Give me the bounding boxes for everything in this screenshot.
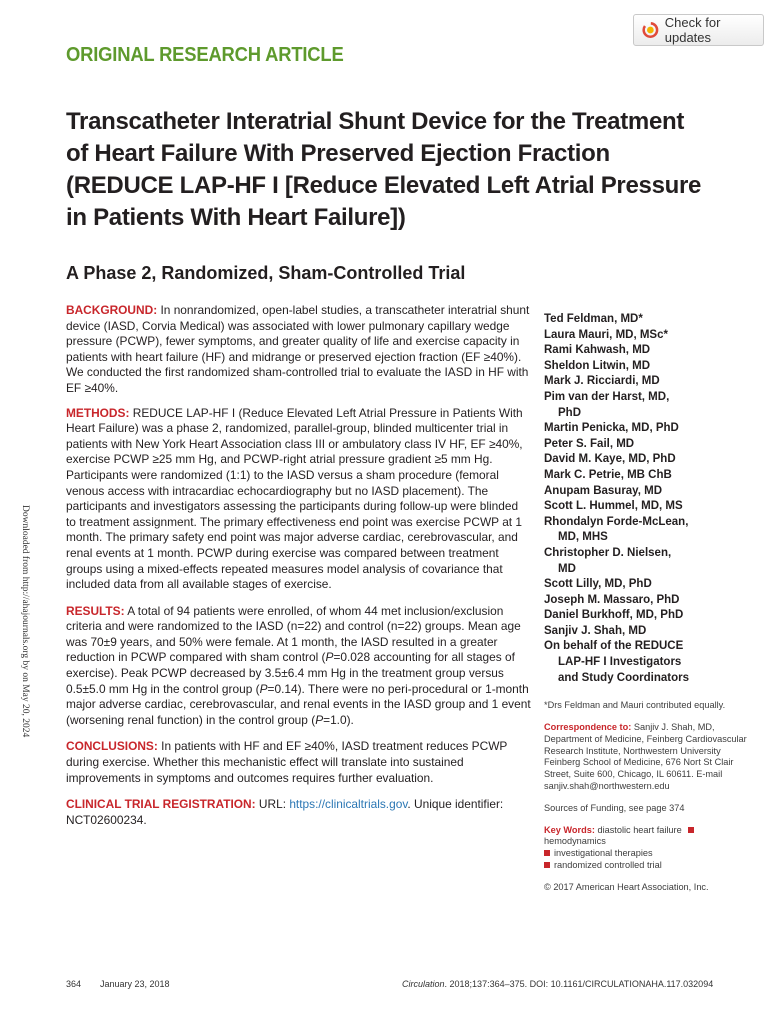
section-label: ORIGINAL RESEARCH ARTICLE: [66, 44, 344, 66]
methods-heading: METHODS:: [66, 405, 130, 420]
author-name: Daniel Burkhoff, MD, PhD: [544, 609, 684, 622]
author-name: Scott Lilly, MD, PhD: [544, 578, 652, 591]
funding-note: Sources of Funding, see page 374: [544, 802, 685, 813]
p-value-label: P: [259, 681, 268, 696]
abstract-methods: [66, 406, 531, 593]
download-watermark-text: Downloaded from http://ahajournals.org by on May 20, 2024: [20, 505, 30, 738]
bullet-square-icon: [544, 850, 550, 856]
results-text-2: =0.028 accounting for all stages of exercise). Peak PCWP decreased by 3.5±6.4 mm Hg in the treatment group versus 0.5±5.0 mm Hg in the control group (: [66, 650, 515, 696]
author-name: Christopher D. Nielsen,: [544, 546, 672, 559]
results-text-4: =1.0).: [323, 712, 354, 727]
keywords: [544, 825, 759, 872]
abstract-background: [66, 303, 531, 397]
keyword: randomized controlled trial: [554, 860, 662, 871]
abstract-results: [66, 604, 531, 729]
author-name: Rami Kahwash, MD: [544, 344, 651, 357]
author-name: Scott L. Hummel, MD, MS: [544, 500, 683, 513]
author-name: Laura Mauri, MD, MSc*: [544, 328, 668, 341]
journal-citation: [402, 979, 713, 989]
author-name: Sheldon Litwin, MD: [544, 359, 651, 372]
author-name: Mark C. Petrie, MB ChB: [544, 468, 672, 481]
check-for-updates-label: Check for updates: [664, 15, 721, 45]
check-for-updates-button[interactable]: [633, 14, 764, 46]
correspondence: [544, 722, 759, 793]
p-value-label: P: [325, 650, 334, 665]
registration-url-prefix: URL:: [258, 797, 286, 812]
clinicaltrials-link[interactable]: https://clinicaltrials.gov: [289, 797, 408, 812]
background-heading: BACKGROUND:: [66, 303, 158, 317]
equal-contribution-note: *Drs Feldman and Mauri contributed equally.: [544, 700, 726, 711]
results-text-1: A total of 94 patients were enrolled, of whom 44 met inclusion/exclusion criteria and were randomized to the IASD (n=22) and control (n=22) groups. Mean age was 70±9 years, and 50% were female. At 1 month, the IASD resulted in a greater reduction in PCWP compared with sham control (: [66, 603, 521, 665]
author-name: Rhondalyn Forde-McLean,: [544, 515, 689, 528]
keyword: hemodynamics: [544, 836, 606, 847]
methods-text: REDUCE LAP-HF I (Reduce Elevated Left Atrial Pressure in Patients With Heart Failure) was a phase 2, randomized, parallel-group, blinded multicenter trial in patients with New York Heart Association class III or ambulatory class IV HF, EF ≥40%, exercise PCWP ≥25 mm Hg, and PCWP-right atrial pressure gradient ≥5 mm Hg. Participants were randomized (1:1) to the IASD versus a sham procedure (femoral venous access with intracardiac echocardiography but no IASD placement). The participants and investigators assessing the participants during follow-up were blinded to treatment assignment. The primary effectiveness end point was exercise PCWP at 1 month. The primary safety end point was major adverse cardiac, cerebrovascular, and renal events at 1 month. PCWP during exercise was compared between treatment groups using a mixed-effects repeated measures model analysis of covariance that included data from all available stages of exercise.: [66, 405, 523, 592]
p-value-label: P: [315, 712, 324, 727]
author-name-continued: MD, MHS: [558, 531, 608, 544]
author-name: Ted Feldman, MD*: [544, 313, 643, 325]
author-name: Sanjiv J. Shah, MD: [544, 624, 647, 637]
author-name-continued: PhD: [558, 406, 581, 419]
author-group: On behalf of the REDUCE: [544, 640, 684, 653]
results-text-3: =0.14). There were no peri-procedural or 1-month major adverse cardiac, cerebrovascular, and renal events in the IASD group and 1 event (worsening renal function) in the control group (: [66, 681, 531, 727]
author-name: Joseph M. Massaro, PhD: [544, 593, 680, 606]
article-notes: [544, 700, 759, 893]
issue-date: January 23, 2018: [100, 979, 170, 989]
abstract-conclusions: [66, 739, 531, 786]
author-list: [544, 312, 759, 686]
author-group-continued: and Study Coordinators: [558, 671, 689, 684]
conclusions-heading: CONCLUSIONS:: [66, 739, 158, 754]
conclusions-text: In patients with HF and EF ≥40%, IASD treatment reduces PCWP during exercise. Whether this mechanistic effect will translate into sustained improvements in symptoms and outcomes requires further evaluation.: [66, 739, 508, 785]
keywords-heading: Key Words:: [544, 824, 595, 835]
keyword: diastolic heart failure: [597, 824, 682, 835]
author-sidebar: [544, 312, 759, 904]
author-name: David M. Kaye, MD, PhD: [544, 453, 676, 466]
author-name-continued: MD: [558, 562, 576, 575]
check-for-updates-icon: [642, 21, 659, 39]
registration-heading: CLINICAL TRIAL REGISTRATION:: [66, 797, 256, 812]
author-name: Anupam Basuray, MD: [544, 484, 663, 497]
citation-text: . 2018;137:364–375. DOI: 10.1161/CIRCULATIONAHA.117.032094: [444, 979, 714, 989]
author-name: Mark J. Ricciardi, MD: [544, 375, 660, 388]
download-watermark: [16, 505, 36, 775]
background-text: In nonrandomized, open-label studies, a transcatheter interatrial shunt device (IASD, Corvia Medical) was associated with lower pulmonary capillary wedge pressure (PCWP), fewer symptoms, and greater quality of life and exercise capacity in patients with heart failure (HF) and midrange or preserved ejection fraction (EF ≥40%). We conducted the first randomized sham-controlled trial to evaluate the IASD in HF with EF ≥40%.: [66, 303, 530, 395]
author-name: Peter S. Fail, MD: [544, 437, 635, 450]
abstract: [66, 303, 531, 837]
author-group-continued: LAP-HF I Investigators: [558, 656, 682, 669]
registration-identifier: . Unique identifier: NCT02600234.: [66, 797, 504, 827]
correspondence-text: Sanjiv J. Shah, MD, Department of Medicine, Feinberg Cardiovascular Research Institute, Northwestern University Feinberg School of Medicine, 676 Nort St Clair Street, Suite 600, Chicago, IL 60611. E-mail sanjiv.shah@northwestern.edu: [544, 722, 747, 792]
article-title: Transcatheter Interatrial Shunt Device for the Treatment of Heart Failure With Preserved Ejection Fraction (REDUCE LAP-HF I [Reduce Elevated Left Atrial Pressure in Patients With Heart Failure]): [66, 108, 702, 231]
copyright: © 2017 American Heart Association, Inc.: [544, 881, 709, 892]
page-number: 364: [66, 979, 82, 989]
bullet-square-icon: [688, 827, 694, 833]
article-subtitle: A Phase 2, Randomized, Sham-Controlled Trial: [66, 263, 466, 283]
abstract-registration: [66, 797, 531, 828]
author-name: Pim van der Harst, MD,: [544, 390, 670, 403]
results-heading: RESULTS:: [66, 603, 125, 618]
keyword: investigational therapies: [554, 848, 653, 859]
journal-name: Circulation: [402, 979, 445, 989]
correspondence-heading: Correspondence to:: [544, 722, 632, 733]
bullet-square-icon: [544, 862, 550, 868]
author-name: Martin Penicka, MD, PhD: [544, 422, 679, 435]
